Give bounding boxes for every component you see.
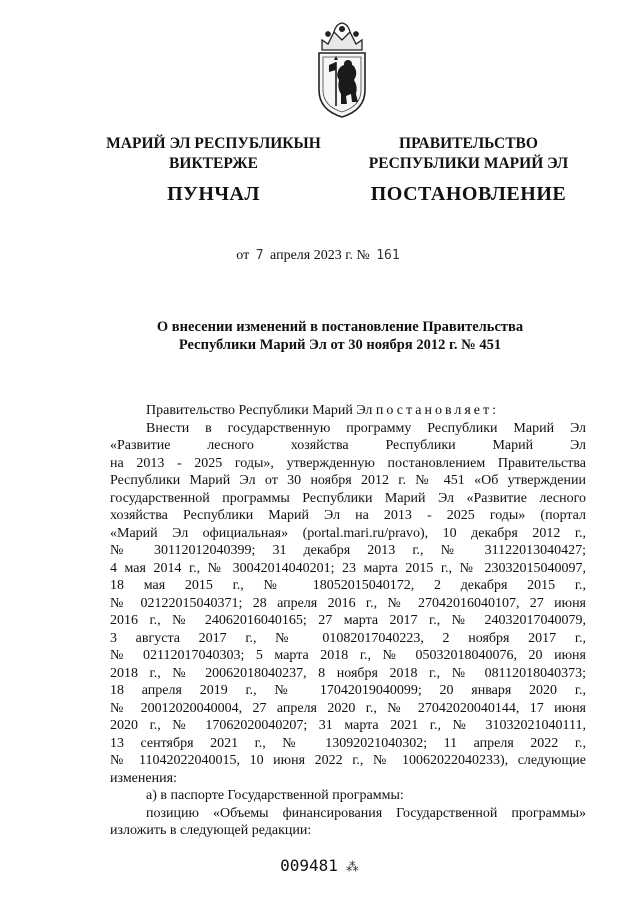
- body-line: 4 мая 2014 г., № 30042014040201; 23 марта 2015 г., № 23032015040097,: [110, 560, 586, 576]
- body-line: № 20012020040004, 27 апреля 2020 г., № 27042020040144, 17 июня: [110, 700, 586, 716]
- item-a: а) в паспорте Государственной программы:: [146, 788, 404, 803]
- document-number: 161: [376, 248, 400, 263]
- header-right-line2: РЕСПУБЛИКИ МАРИЙ ЭЛ: [368, 155, 569, 172]
- header-left-block: [96, 134, 331, 206]
- body-line: государственной программы Республики Марий Эл «Развитие лесного: [110, 490, 586, 506]
- header-left-title: ПУНЧАЛ: [167, 183, 260, 205]
- header-left-line1: МАРИЙ ЭЛ РЕСПУБЛИКЫН: [106, 135, 321, 152]
- document-body: [110, 402, 586, 840]
- resolution-intro: [110, 402, 586, 420]
- body-line: 18 апреля 2019 г., № 17042019040099; 20 января 2020 г.,: [110, 683, 586, 698]
- body-line: № 11042022040015, 10 июня 2022 г., № 10062022040233), следующие: [110, 753, 586, 768]
- serial-number-line: [0, 856, 639, 875]
- date-day: 7: [255, 248, 264, 263]
- intro-text: Правительство Республики Марий Эл: [146, 403, 376, 418]
- coat-of-arms-icon: [314, 20, 370, 120]
- document-date-line: [0, 248, 639, 264]
- body-line: № 02112017040303; 5 марта 2018 г., № 05032018040076, 20 июня: [110, 648, 586, 663]
- body-line: на 2013 - 2025 годы», утвержденную постановлением Правительства: [110, 455, 586, 471]
- intro-colon: :: [492, 403, 497, 418]
- header-right-block: [356, 134, 581, 206]
- position-line2: изложить в следующей редакции:: [110, 823, 312, 838]
- body-line: 2020 г., № 17062020040207; 31 марта 2021 г., № 31032021040111,: [110, 718, 586, 733]
- body-line: Внести в государственную программу Республики Марий Эл: [146, 420, 586, 436]
- header-right-line1: ПРАВИТЕЛЬСТВО: [399, 135, 538, 152]
- header-left-line2: ВИКТЕРЖЕ: [169, 155, 258, 172]
- body-line: хозяйства Республики Марий Эл на 2013 - 2025 годы» (портал: [110, 508, 586, 523]
- document-title: [70, 318, 610, 354]
- body-line: «Марий Эл официальная» (portal.mari.ru/pravo), 10 декабря 2012 г.,: [110, 525, 586, 541]
- body-paragraph: [110, 420, 586, 770]
- title-line1: О внесении изменений в постановление Правительства: [156, 319, 524, 335]
- serial-mark-icon: ⁂: [345, 860, 359, 875]
- title-line2: Республики Марий Эл от 30 ноября 2012 г. № 451: [178, 337, 502, 353]
- date-prefix: от: [236, 248, 250, 263]
- body-line: 18 мая 2015 г., № 18052015040172, 2 декабря 2015 г.,: [110, 578, 586, 593]
- body-line: Республики Марий Эл от 30 ноября 2012 г. № 451 «Об утверждении: [110, 473, 586, 488]
- body-line: 2016 г., № 24062016040165; 27 марта 2017 г., № 24032017040079,: [110, 613, 586, 628]
- serial-number: 009481: [280, 856, 338, 875]
- body-line: 3 августа 2017 г., № 01082017040223, 2 ноября 2017 г.,: [110, 630, 586, 646]
- header-right-title: ПОСТАНОВЛЕНИЕ: [370, 183, 567, 205]
- date-month-year: апреля 2023 г. №: [270, 248, 370, 263]
- body-line: № 30112012040399; 31 декабря 2013 г., № 31122013040427;: [110, 543, 586, 558]
- body-line: 13 сентября 2021 г., № 13092021040302; 11 апреля 2022 г.,: [110, 735, 586, 751]
- body-line-last: изменения:: [110, 770, 177, 786]
- body-line: № 02122015040371; 28 апреля 2016 г., № 27042016040107, 27 июня: [110, 595, 586, 611]
- body-line: 2018 г., № 20062018040237, 8 ноября 2018 г., № 08112018040373;: [110, 665, 586, 681]
- position-line1: позицию «Объемы финансирования Государственной программы»: [146, 805, 586, 821]
- intro-verb: постановляет: [375, 403, 493, 418]
- body-line: «Развитие лесного хозяйства Республики Марий Эл: [110, 438, 586, 453]
